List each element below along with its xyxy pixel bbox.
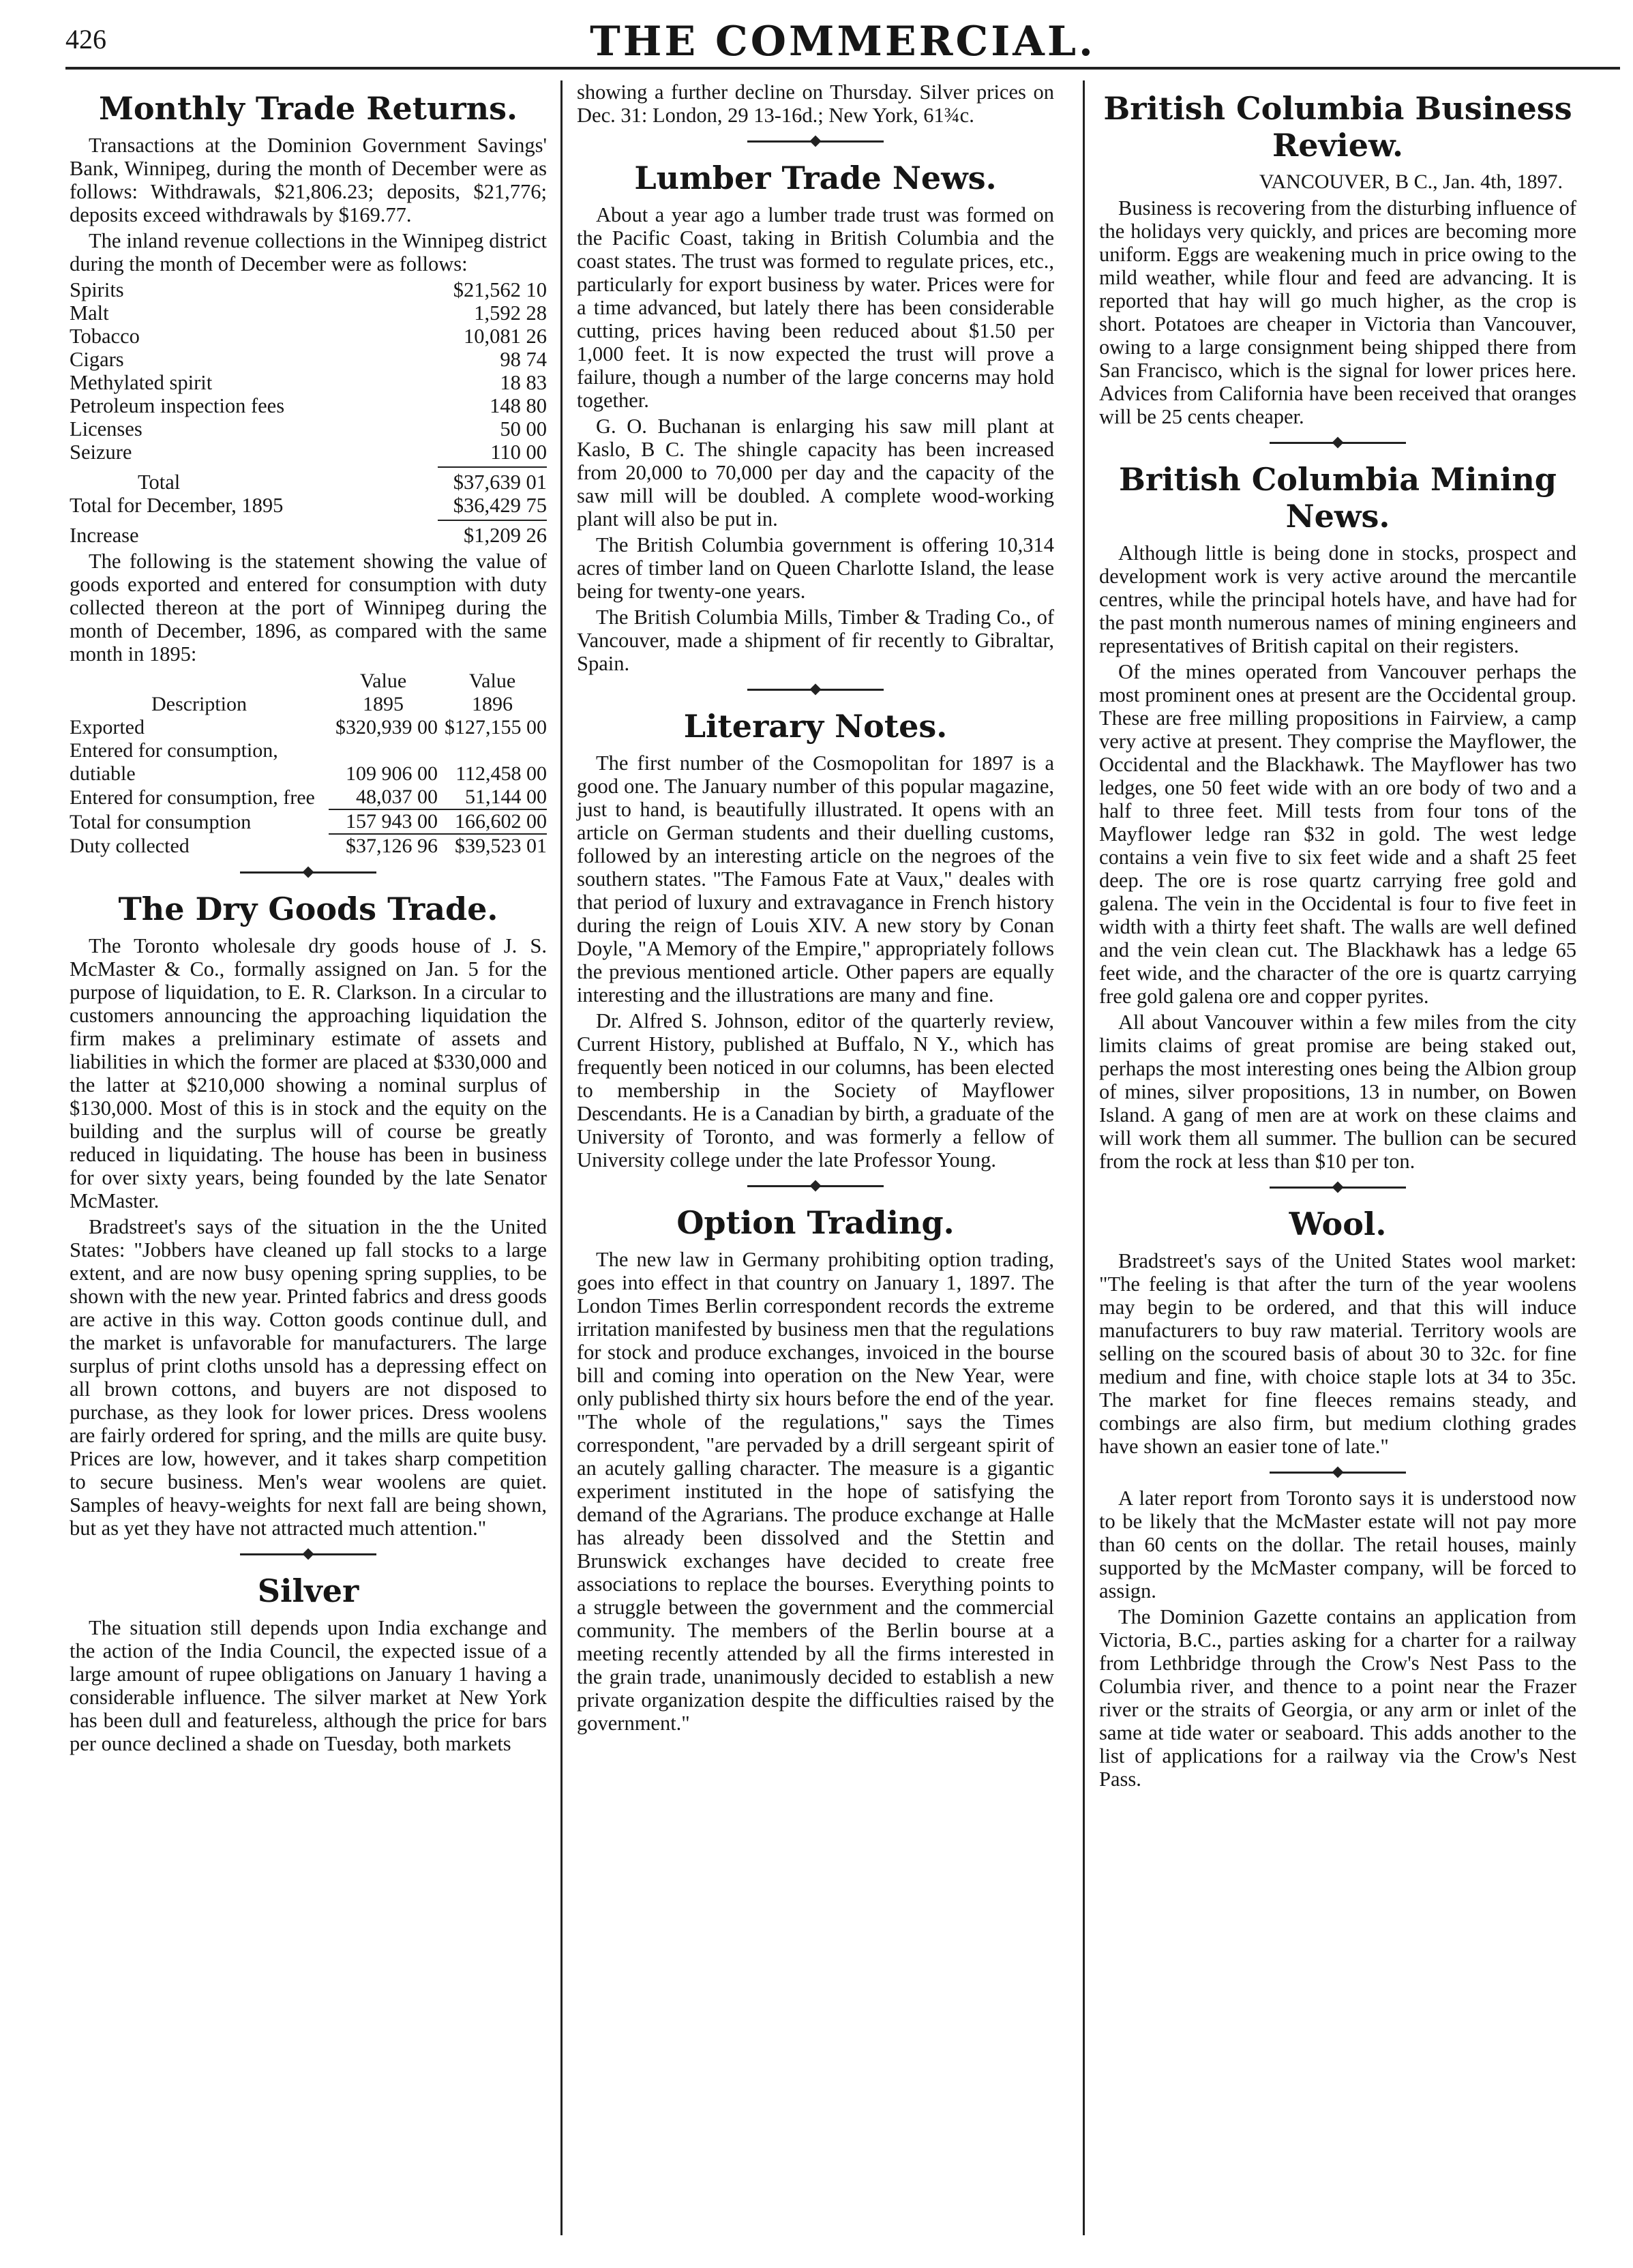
column-middle [577,80,1054,1737]
ledger-label: Spirits [70,278,124,301]
article-paragraph: The first number of the Cosmopolitan for 1897 is a good one. The January number of this popular magazine, just to hand, is beautifully illustrated. It opens with an article on German students and their duelling customs, followed by an interesting article on the negroes of the southern states. "The Famous Fate at Vaux," deales with that period of luxury and extravagance in French history during the reign of Louis XIV. A new story by Conan Doyle, "A Memory of the Empire," appropriately follows the previous mentioned article. Other papers are equally interesting and the illustrations are many and fine. [577,751,1054,1006]
ledger-amount: $36,429 75 [453,494,547,517]
table-cell: Total for consumption [70,811,252,833]
ledger-amount: 1,592 28 [474,301,547,325]
ledger-row [70,325,547,348]
ledger-row [70,441,547,464]
column-left [70,80,547,1758]
ledger-label: Total for December, 1895 [70,494,284,517]
ledger-label: Petroleum inspection fees [70,394,285,417]
ledger-label: Increase [70,524,139,547]
ledger-amount: 50 00 [500,417,547,441]
ledger-row [70,278,547,301]
table-cell: 109 906 00 [346,762,438,785]
article-paragraph: G. O. Buchanan is enlarging his saw mill plant at Kaslo, B C. The shingle capacity has been increased from 20,000 to 70,000 per day and the capacity of the saw mill will be doubled. A complete wood-working plant will also be put in. [577,415,1054,531]
article-paragraph: About a year ago a lumber trade trust was formed on the Pacific Coast, taking in British Columbia and the coast states. The trust was formed to regulate prices, etc., particularly for export business by water. Prices were for a time advanced, but lately there has been considerable cutting, prices having been reduced about $1.50 per 1,000 feet. It is now expected the trust will prove a failure, though a number of the large concerns may hold together. [577,203,1054,412]
article-title: Wool. [1289,1206,1387,1242]
column-header: Value [359,670,407,692]
ledger-amount: 148 80 [490,394,547,417]
table-cell: $320,939 00 [335,716,438,738]
article-title: Silver [257,1572,359,1609]
article-paragraph: All about Vancouver within a few miles from the city limits claims of great promise are being staked out, perhaps the most interesting ones being the Albion group of mines, silver propositions, 13 in number, on Bowen Island. A gang of men are at work on these claims and will work them all summer. The bullion can be secured from the rock at less than $10 per ton. [1099,1011,1576,1173]
ledger-row [70,348,547,371]
ledger-row [70,524,547,547]
ledger-row [70,301,547,325]
ledger-rule [438,520,547,521]
ledger-total-row [70,471,547,494]
table-row [70,739,547,786]
article-paragraph: Of the mines operated from Vancouver perhaps the most prominent ones at present are the Occidental group. These are free milling propositions in Fairview, a camp very active at present. They comprise the Mayflower, the Occidental and the Blackhawk. The Mayflower has two ledges, one 50 feet wide with an ore body of two and a half to three feet. Mill tests from four tons of the Mayflower ledge ran $32 in gold. The west ledge contains a vein five to six feet wide and a shaft 25 feet deep. The ore is rose quartz carrying free gold and galena. The vein in the Occidental is four to five feet in width with a thirty feet shaft. The walls are well defined and the vein clean cut. The Blackhawk has a ledge 65 feet wide, and the character of the ore is quartz carrying free gold galena ore and copper pyrites. [1099,660,1576,1008]
article-paragraph: The situation still depends upon India exchange and the action of the India Council, the expected issue of a large amount of rupee obligations on January 1 having a considerable influence. The silver market at New York has been dull and featureless, although the price for bars per ounce declined a shade on Tuesday, both markets [70,1616,547,1755]
ledger-amount: 18 83 [500,371,547,394]
article-paragraph: showing a further decline on Thursday. Silver prices on Dec. 31: London, 29 13-16d.; New York, 61¾c. [577,80,1054,127]
article-title: British Columbia Business Review. [1103,90,1572,164]
column-header: 1895 [363,693,404,715]
ledger-row [70,417,547,441]
ledger-row [70,371,547,394]
article-paragraph: Transactions at the Dominion Government Savings' Bank, Winnipeg, during the month of December were as follows: Withdrawals, $21,806.23; deposits, $21,776; deposits exceed withdrawals by $169.77. [70,134,547,226]
section-separator [1099,434,1576,451]
dateline: VANCOUVER, B C., Jan. 4th, 1897. [1259,170,1563,193]
ledger-label: Total [138,471,181,494]
column-rule [560,80,563,2235]
ledger-label: Seizure [70,441,132,464]
section-separator [577,681,1054,698]
table-row [70,716,547,739]
article-paragraph: Bradstreet's says of the United States wool market: "The feeling is that after the turn of the year woolens may begin to be ordered, and that this will induce manufacturers to buy raw material. Territory wools are selling on the scoured basis of about 30 to 32c. for fine medium and fine, with choice staple lots at 34 to 35c. The market for fine fleeces remains steady, and combings are also firm, but medium clothing grades have shown an easier tone of late." [1099,1249,1576,1458]
table-cell: Entered for consumption, dutiable [70,739,278,785]
ledger-amount: 10,081 26 [464,325,547,348]
section-separator [577,1177,1054,1195]
ledger-amount: 110 00 [490,441,547,464]
article-paragraph: Dr. Alfred S. Johnson, editor of the quarterly review, Current History, published at Buffalo, N Y., which has frequently been noticed in our columns, has been elected to membership in the Society of Mayflower Descendants. He is a Canadian by birth, a graduate of the University of Toronto, and was formerly a fellow of University college under the late Professor Young. [577,1009,1054,1172]
article-paragraph: The Dominion Gazette contains an application from Victoria, B.C., parties asking for a charter for a railway from Lethbridge through the Crow's Nest Pass to the Columbia river, and thence to a point near the Frazer river or the straits of Georgia, or any arm or inlet of the same at tide water or seaboard. This adds another to the list of applications for a railway via the Crow's Nest Pass. [1099,1605,1576,1791]
page-header [65,19,1620,70]
ledger-row [70,394,547,417]
article-paragraph: A later report from Toronto says it is understood now to be likely that the McMaster estate will not pay more than 60 cents on the dollar. The retail houses, mainly supported by the McMaster company, will be forced to assign. [1099,1487,1576,1602]
table-row [70,834,547,858]
ledger-amount: $37,639 01 [453,471,547,494]
ledger-amount: $1,209 26 [464,524,547,547]
column-header: 1896 [472,693,513,715]
ledger-label: Cigars [70,348,124,371]
table-cell: $39,523 01 [455,835,547,857]
ledger-rule [438,466,547,468]
column-right [1099,80,1576,1793]
table-cell: Duty collected [70,835,190,857]
table-cell: Entered for consumption, free [70,786,315,809]
section-separator [70,1545,547,1563]
article-paragraph: The British Columbia Mills, Timber & Trading Co., of Vancouver, made a shipment of fir recently to Gibraltar, Spain. [577,606,1054,675]
section-separator [70,863,547,881]
table-cell: 157 943 00 [329,809,438,834]
article-paragraph: Bradstreet's says of the situation in the the United States: "Jobbers have cleaned up fall stocks to a large extent, and are now busy opening spring supplies, to be shown with the new year. Printed fabrics and dress goods are active in this way. Cotton goods continue dull, and the market is unfavorable for manufacturers. The large surplus of print cloths unsold has a depressing effect on all brown cottons, and buyers are not disposed to purchase, as they look for lower prices. Dress woolens are fairly ordered for spring, and the mills are quite busy. Prices are low, however, and it takes sharp competition to secure business. Men's wear woolens are quiet. Samples of heavy-weights for next fall are being shown, but as yet they have not attracted much attention." [70,1215,547,1540]
article-paragraph: Although little is being done in stocks, prospect and development work is very active around the mercantile centres, while the principal hotels have, and have had for the past month numerous names of mining engineers and representatives of British capital on their registers. [1099,541,1576,657]
article-title: Literary Notes. [683,708,948,745]
revenue-ledger [70,278,547,547]
article-paragraph: The British Columbia government is offering 10,314 acres of timber land on Queen Charlotte Island, the lease being for twenty-one years. [577,533,1054,603]
article-paragraph: The following is the statement showing the value of goods exported and entered for consumption with duty collected thereon at the port of Winnipeg during the month of December, 1896, as compared with the same month in 1895: [70,550,547,666]
table-cell: 166,602 00 [438,809,547,834]
column-header: Description [151,693,247,715]
masthead: THE COMMERCIAL. [590,18,1096,65]
article-title: British Columbia Mining News. [1119,461,1557,535]
section-separator [1099,1178,1576,1196]
ledger-label: Methylated spirit [70,371,213,394]
article-title: Option Trading. [676,1204,955,1241]
column-header: Value [468,670,516,692]
table-cell: $37,126 96 [346,835,438,857]
column-rule [1083,80,1085,2235]
table-cell: 48,037 00 [329,786,438,809]
ledger-label: Licenses [70,417,143,441]
ledger-row [70,494,547,517]
ledger-amount: 98 74 [500,348,547,371]
table-cell: 112,458 00 [455,762,547,785]
article-title: The Dry Goods Trade. [118,891,498,927]
section-separator [577,132,1054,150]
ledger-amount: $21,562 10 [453,278,547,301]
table-row [70,786,547,809]
table-cell: Exported [70,716,145,738]
article-paragraph: The Toronto wholesale dry goods house of J. S. McMaster & Co., formally assigned on Jan. 5 for the purpose of liquidation, to E. R. Clarkson. In a circular to customers announcing the approaching liquidation the firm makes a preliminary estimate of assets and liabilities in which the former are placed at $330,000 and the latter at $210,000 showing a nominal surplus of $130,000. Most of this is in stock and the equity on the building and the surplus will of course be greatly reduced in liquidating. The house has been in business for over sixty years, being founded by the late Senator McMaster. [70,934,547,1212]
ledger-label: Tobacco [70,325,140,348]
ledger-label: Malt [70,301,109,325]
article-paragraph: Business is recovering from the disturbing influence of the holidays very quickly, and prices are becoming more uniform. Eggs are weakening much in price owing to the mild weather, while flour and feed are advancing. It is reported that hay will go much higher, as the crop is short. Potatoes are cheaper in Victoria than Vancouver, owing to a large consignment being shipped there from San Francisco, which is the signal for lower prices here. Advices from California have been received that oranges will be 25 cents cheaper. [1099,196,1576,428]
table-row [70,809,547,834]
section-separator [1099,1463,1576,1481]
table-cell: $127,155 00 [445,716,547,738]
article-title: Monthly Trade Returns. [98,90,518,127]
page-number: 426 [65,24,106,55]
customs-table [70,670,547,858]
article-paragraph: The new law in Germany prohibiting option trading, goes into effect in that country on January 1, 1897. The London Times Berlin correspondent records the extreme irritation manifested by business men that the regulations for stock and produce exchanges, invoiced in the bourse bill and coming into operation on the New Year, were only published thirty six hours before the end of the year. "The whole of the regulations," says the Times correspondent, "are pervaded by a drill sergeant spirit of an acutely galling character. The measure is a gigantic experiment instituted in the hope of satisfying the demand of the Agrarians. The produce exchange at Halle has already been dissolved and the Stettin and Brunswick exchanges have decided to create free associations to replace the bourses. Everything points to a struggle between the government and the commercial community. The members of the Berlin bourse at a meeting recently attended by all the firms interested in the grain trade, unanimously decided to establish a new private organization despite the difficulties raised by the government." [577,1248,1054,1735]
article-paragraph: The inland revenue collections in the Winnipeg district during the month of December were as follows: [70,229,547,275]
article-title: Lumber Trade News. [634,160,997,196]
table-cell: 51,144 00 [438,786,547,809]
